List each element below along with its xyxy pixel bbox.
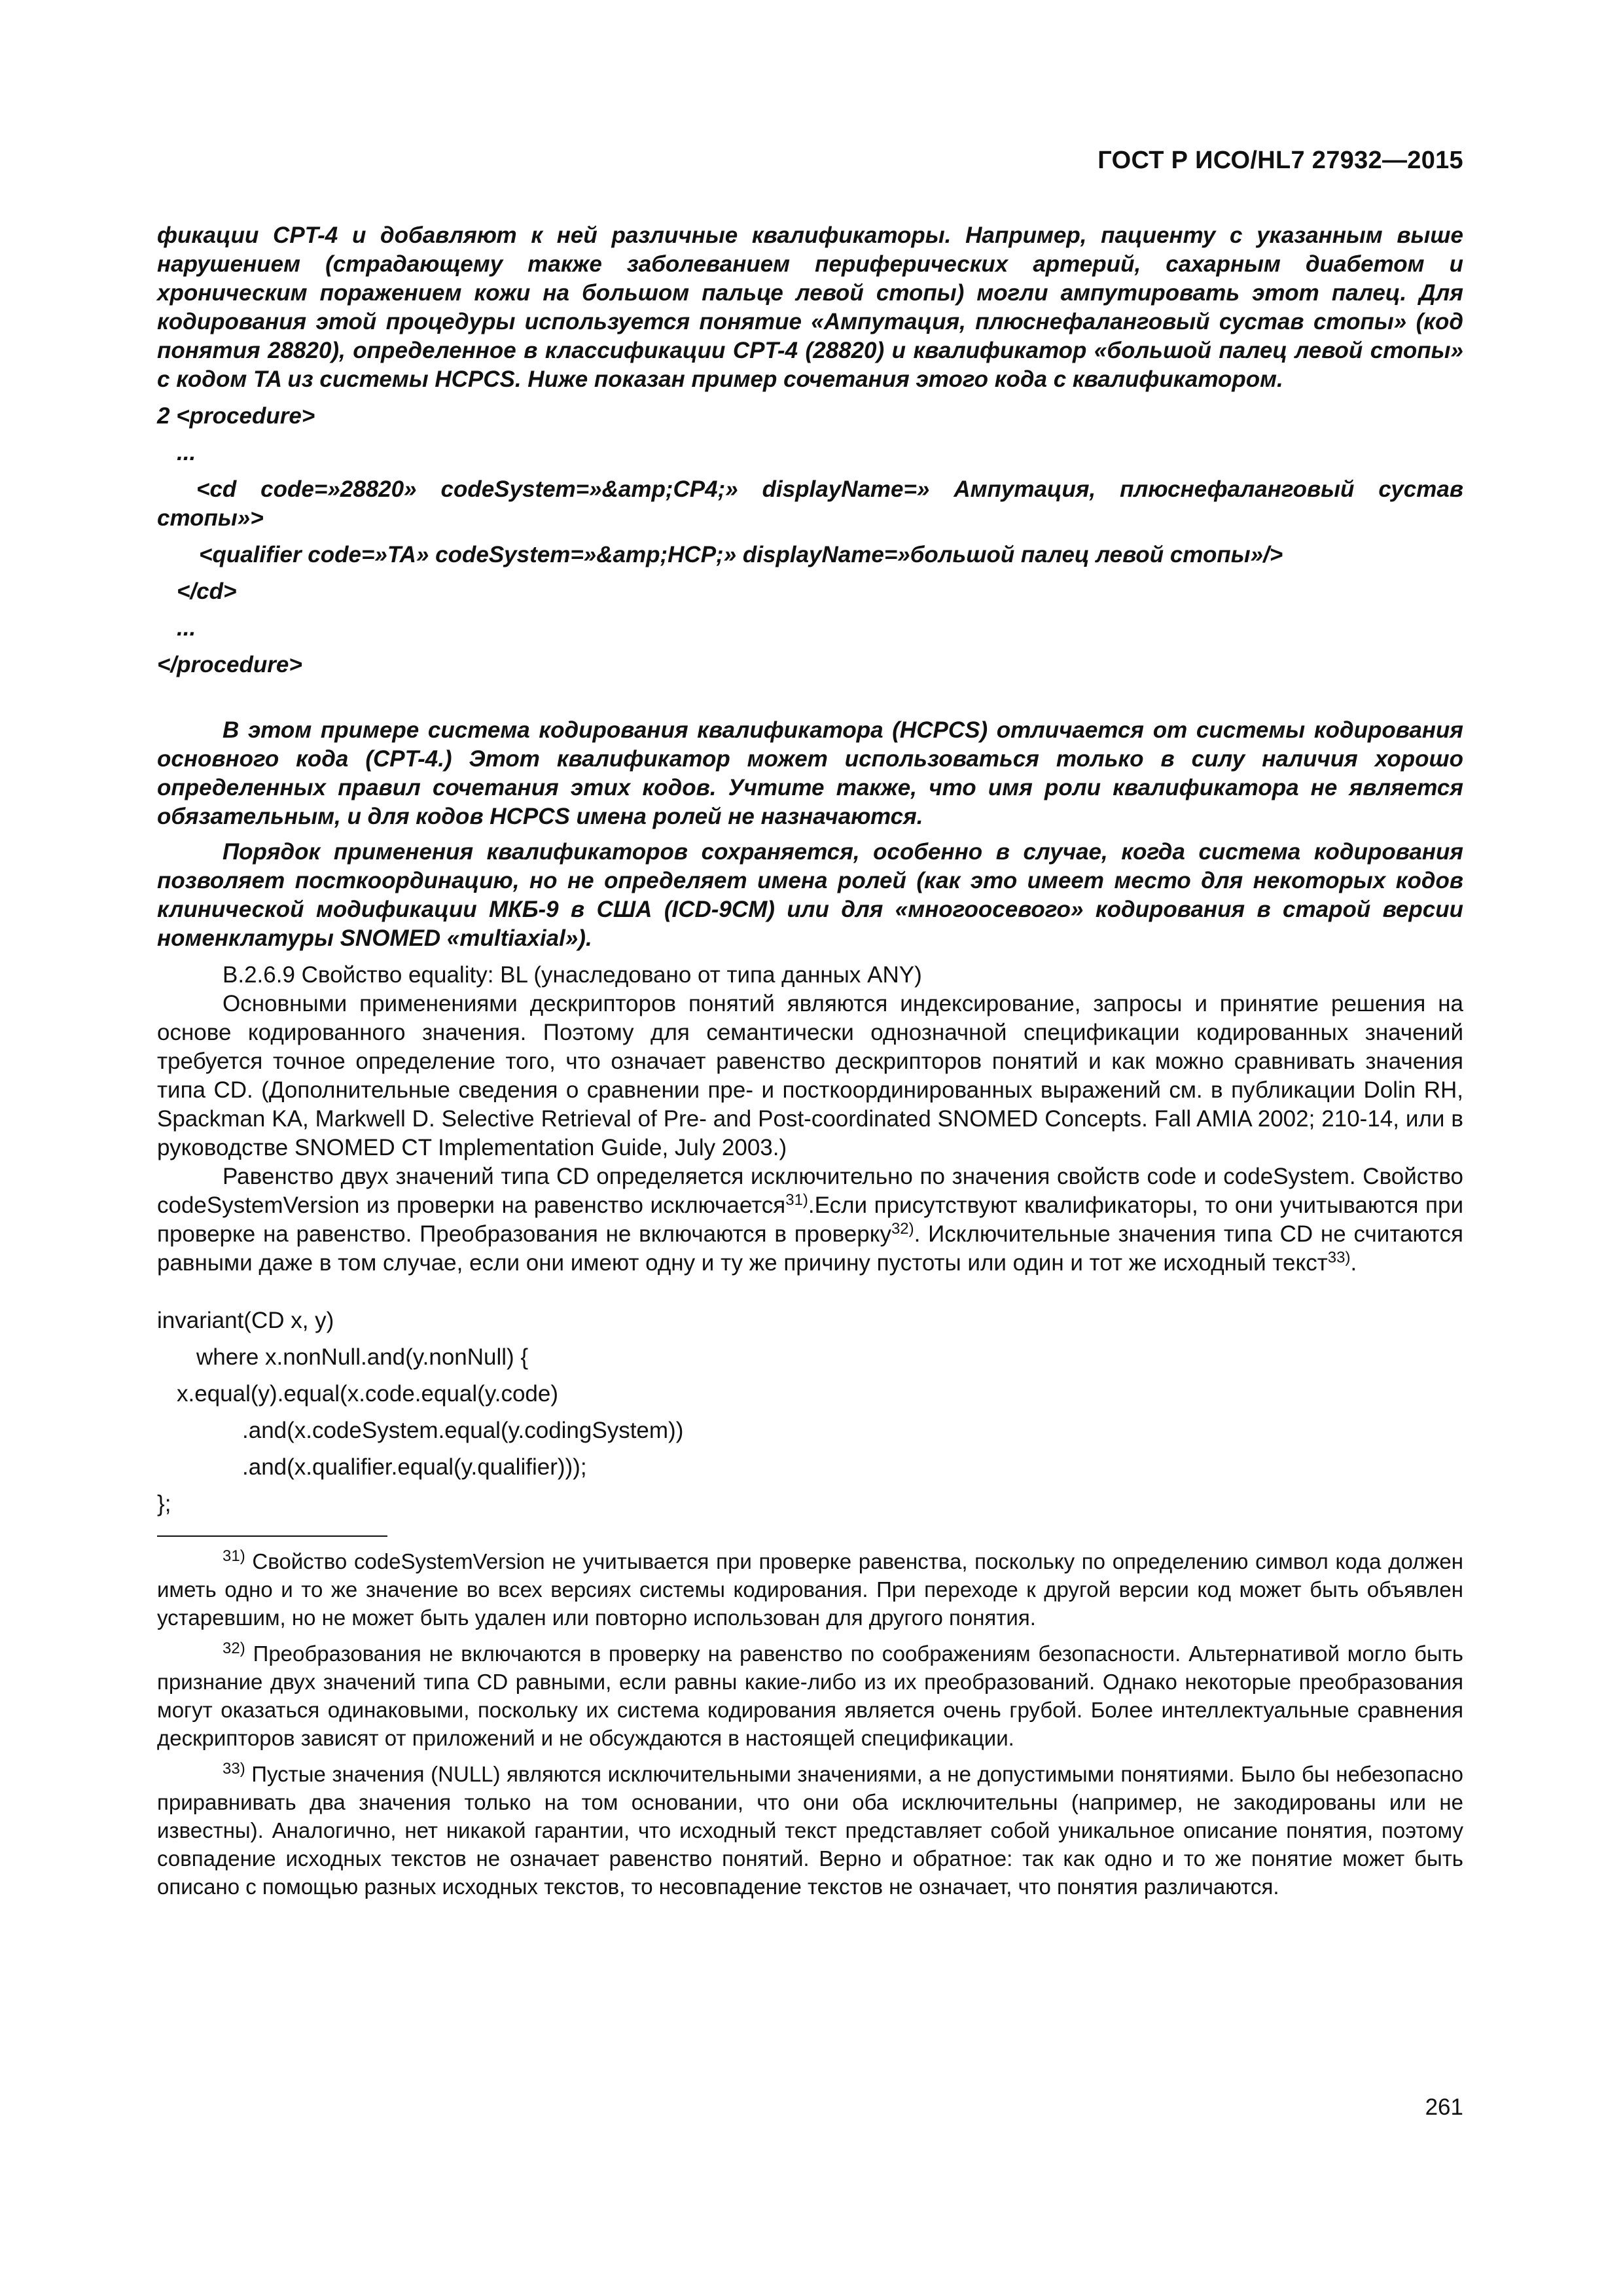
paragraph-hcpcs-note: В этом примере система кодирования квалификатора (HCPCS) отличается от системы кодирования основного кода (CPT-4.) Этот квалификатор может использоваться только в силу наличия хорошо определенных правил сочетания этих кодов. Учтите также, что имя роли квалификатора не является обязательным, и для кодов HCPCS имена ролей не назначаются.	[157, 717, 1463, 829]
code-line-procedure-close: </procedure>	[157, 652, 302, 677]
footnote-marker-32: 32)	[223, 1640, 245, 1657]
footnote-separator	[157, 1535, 387, 1537]
text-equality-part4: .	[1350, 1250, 1357, 1276]
paragraph-cd-equality	[157, 1162, 1463, 1278]
paragraph-concept-descriptors: Основными применениями дескрипторов понятий являются индексирование, запросы и принятие решения на основе кодированного значения. Поэтому для семантически однозначной спецификации кодированных значений требуется точное определение того, что означает равенство дескрипторов понятий и как можно сравнивать значения типа CD. (Дополнительные сведения о сравнении пре- и посткоординированных выражений см. в публикации Dolin RH, Spackman KA, Markwell D. Selective Retrieval of Pre- and Post-coordinated SNOMED Concepts. Fall AMIA 2002; 210-14, или в руководстве SNOMED CT Implementation Guide, July 2003.)	[157, 991, 1463, 1160]
footnote-ref-33: 33)	[1327, 1249, 1351, 1266]
invariant-line-3: x.equal(y).equal(x.code.equal(y.code)	[177, 1381, 559, 1407]
invariant-line-5: .and(x.qualifier.equal(y.qualifier)));	[242, 1454, 587, 1480]
text-equality-part3: . Исключительные значения типа CD не считаются равными даже в том случае, если они имеют одну и ту же причину пустоты или один и тот же исходный текст	[157, 1221, 1464, 1276]
footnote-marker-33: 33)	[223, 1760, 245, 1778]
invariant-line-4: .and(x.codeSystem.equal(y.codingSystem))	[242, 1418, 684, 1443]
footnote-31-text: Свойство codeSystemVersion не учитывается при проверке равенства, поскольку по определению символ кода должен иметь одно и то же значение во всех версиях системы кодирования. При переходе к другой версии код может быть объявлен устаревшим, но не может быть удален или повторно использован для другого понятия.	[157, 1549, 1463, 1630]
code-example-invariant	[157, 1306, 1463, 1518]
invariant-line-6: };	[157, 1491, 171, 1516]
paragraph-cpt4-qualifiers: фикации CPT-4 и добавляют к ней различные квалификаторы. Например, пациенту с указанным выше нарушением (страдающему также заболеванием периферических артерий, сахарным диабетом и хроническим поражением кожи на большом пальце левой стопы) могли ампутировать этот палец. Для кодирования этой процедуры используется понятие «Ампутация, плюснефаланговый сустав стопы» (код понятия 28820), определенное в классификации CPT-4 (28820) и квалификатор «большой палец левой стопы» с кодом TA из системы HCPCS. Ниже показан пример сочетания этого кода с квалификатором.	[157, 223, 1463, 392]
section-heading-equality: B.2.6.9 Свойство equality: BL (унаследовано от типа данных ANY)	[223, 962, 922, 988]
invariant-line-1: invariant(CD x, y)	[157, 1308, 334, 1333]
code-line-cd-close: </cd>	[177, 579, 237, 604]
footnote-32	[157, 1640, 1463, 1752]
code-line-ellipsis-2: ...	[177, 615, 196, 641]
code-line-qualifier: <qualifier code=»TA» codeSystem=»&amp;HCP;» displayName=»большой палец левой стопы»/>	[199, 542, 1283, 567]
footnote-33	[157, 1760, 1463, 1901]
paragraph-qualifier-order: Порядок применения квалификаторов сохраняется, особенно в случае, когда система кодирования позволяет посткоординацию, но не определяет имена ролей (как это имеет место для некоторых кодов клинической модификации МКБ-9 в США (ICD-9CM) или для «многоосевого» кодирования в старой версии номенклатуры SNOMED «multiaxial»).	[157, 839, 1463, 951]
invariant-line-2: where x.nonNull.and(y.nonNull) {	[196, 1344, 529, 1370]
code-example-procedure	[157, 402, 1463, 679]
document-id-header: ГОСТ Р ИСО/HL7 27932—2015	[1097, 147, 1463, 174]
footnote-31	[157, 1547, 1463, 1632]
footnote-ref-31: 31)	[785, 1191, 808, 1209]
code-line-ellipsis: ...	[177, 440, 196, 465]
text-equality-part1: Равенство двух значений типа CD определяется исключительно по значения свойств code и codeSystem. Свойство codeSystemVersion из проверки на равенство исключается	[157, 1164, 1463, 1218]
page-content	[157, 221, 1463, 1901]
footnotes	[157, 1547, 1463, 1901]
text-equality-part2: .Если присутствуют квалификаторы, то они учитываются при проверке на равенство. Преобразования не включаются в проверку	[157, 1193, 1463, 1247]
code-line-cd: <cd code=»28820» codeSystem=»&amp;CP4;» displayName=» Ампутация, плюснефаланговый сустав стопы»>	[157, 476, 1463, 531]
footnote-marker-31: 31)	[223, 1547, 245, 1565]
footnote-32-text: Преобразования не включаются в проверку на равенство по соображениям безопасности. Альтернативой могло быть признание двух значений типа CD равными, если равны какие-либо из их преобразований. Однако некоторые преобразования могут оказаться одинаковыми, поскольку их система кодирования является очень грубой. Более интеллектуальные сравнения дескрипторов зависят от приложений и не обсуждаются в настоящей спецификации.	[157, 1641, 1463, 1750]
footnote-33-text: Пустые значения (NULL) являются исключительными значениями, а не допустимыми понятиями. Было бы небезопасно приравнивать два значения только на том основании, что они оба исключительны (например, не закодированы или не известны). Аналогично, нет никакой гарантии, что исходный текст представляет собой уникальное описание понятия, поэтому совпадение исходных текстов не означает равенство понятий. Верно и обратное: так как одно и то же понятие может быть описано с помощью разных исходных текстов, то несовпадение текстов не означает, что понятия различаются.	[157, 1762, 1463, 1899]
footnote-ref-32: 32)	[891, 1220, 914, 1238]
page-number: 261	[1425, 2094, 1463, 2120]
code-line-procedure-open: 2 <procedure>	[157, 403, 315, 429]
